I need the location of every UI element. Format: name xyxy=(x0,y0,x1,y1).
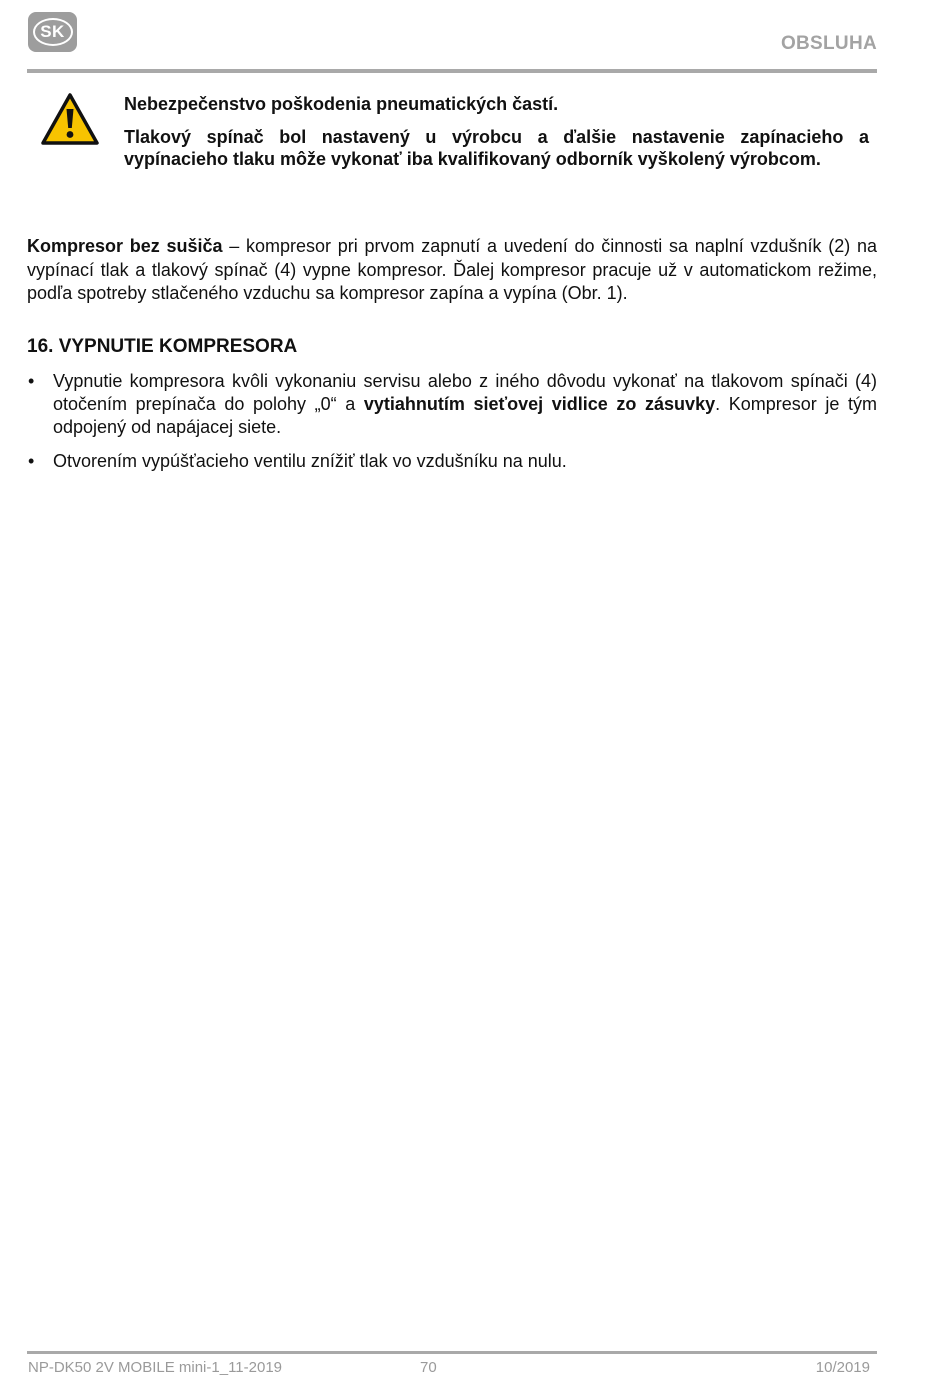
language-badge xyxy=(28,12,77,52)
section-heading: 16. VYPNUTIE KOMPRESORA xyxy=(27,336,298,357)
header-divider xyxy=(27,69,877,73)
list-item-text-end: . Kompresor je tým odpojený od napájacej siete. xyxy=(53,394,877,437)
warning-block xyxy=(124,93,869,171)
footer-doc-id: NP-DK50 2V MOBILE mini-1_11-2019 xyxy=(28,1359,283,1376)
section-label: OBSLUHA xyxy=(780,33,877,54)
list-item xyxy=(27,450,877,473)
list-item xyxy=(27,370,877,439)
language-code: SK xyxy=(33,18,73,46)
list-item-text: Vypnutie kompresora kvôli vykonaniu servisu alebo z iného dôvodu vykonať na tlakovom spínači (4) otočením prepínača do polohy „0“ a xyxy=(53,371,877,414)
warning-triangle-icon xyxy=(40,92,100,146)
list-item-text: Otvorením vypúšťacieho ventilu znížiť tlak vo vzdušníku na nulu. xyxy=(53,451,567,471)
warning-title: Nebezpečenstvo poškodenia pneumatických častí. xyxy=(124,94,559,114)
footer-date: 10/2019 xyxy=(815,1359,870,1376)
bullet-list xyxy=(27,370,877,484)
bullet-icon: • xyxy=(28,451,35,471)
warning-text: Tlakový spínač bol nastavený u výrobcu a ďalšie nastavenie zapínacieho a vypínacieho tlaku môže vykonať iba kvalifikovaný odborník vyškolený výrobcom. xyxy=(124,126,869,169)
footer-page-number: 70 xyxy=(420,1359,437,1376)
dryer-paragraph-text: – kompresor pri prvom zapnutí a uvedení do činnosti sa naplní vzdušník (2) na vypínací tlak a tlakový spínač (4) vypne kompresor. Ďalej kompresor pracuje už v automatickom režime, podľa spotreby stlačeného vzduchu sa kompresor zapína a vypína (Obr. 1). xyxy=(27,236,877,303)
bullet-icon: • xyxy=(28,371,35,391)
list-item-bold: vytiahnutím sieťovej vidlice zo zásuvky xyxy=(363,394,716,414)
footer-divider xyxy=(27,1351,877,1354)
dryer-paragraph xyxy=(27,235,877,306)
dryer-paragraph-lead: Kompresor bez sušiča xyxy=(27,236,223,256)
